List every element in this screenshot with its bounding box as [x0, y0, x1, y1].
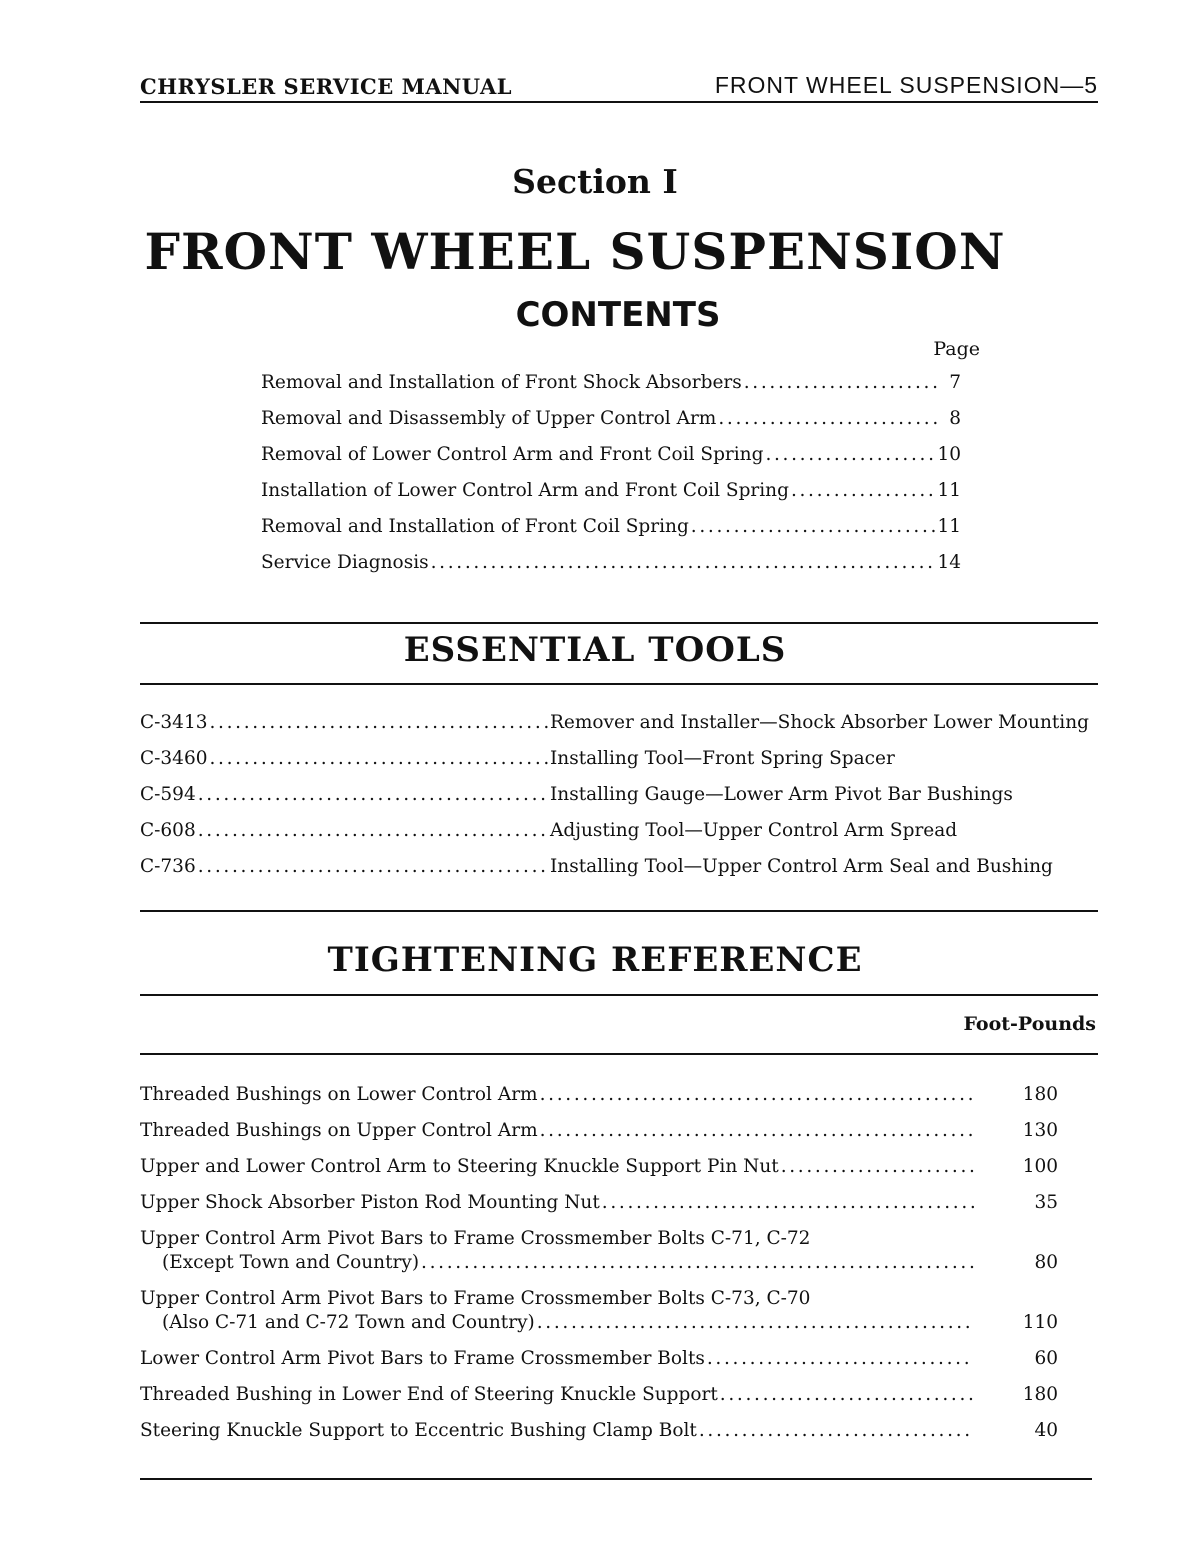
running-header [140, 72, 1098, 103]
essential-tools-heading: ESSENTIAL TOOLS [403, 630, 787, 670]
contents-item [261, 408, 961, 444]
torque-value: 80 [1034, 1252, 1058, 1273]
dot-leader [707, 1348, 974, 1369]
dot-leader [198, 784, 548, 805]
tool-number: C-3413 [140, 712, 208, 733]
divider-rule [140, 994, 1098, 996]
torque-item [140, 1420, 1060, 1456]
page-title: FRONT WHEEL SUSPENSION [144, 222, 1006, 281]
torque-item [140, 1120, 1060, 1156]
torque-value: 180 [1022, 1384, 1058, 1405]
dot-leader [744, 372, 937, 393]
dot-leader [602, 1192, 974, 1213]
torque-item-text: Upper and Lower Control Arm to Steering Knuckle Support Pin Nut [140, 1156, 779, 1177]
torque-item [140, 1156, 1060, 1192]
torque-item [140, 1348, 1060, 1384]
torque-value: 100 [1022, 1156, 1058, 1177]
contents-list [261, 372, 961, 588]
torque-value: 180 [1022, 1084, 1058, 1105]
contents-heading: CONTENTS [515, 295, 721, 335]
tool-description: Remover and Installer—Shock Absorber Lower Mounting [550, 712, 1089, 733]
torque-item-text: Upper Control Arm Pivot Bars to Frame Crossmember Bolts C-71, C-72 [140, 1228, 811, 1249]
dot-leader [765, 444, 935, 465]
torque-value: 60 [1034, 1348, 1058, 1369]
dot-leader [537, 1312, 974, 1333]
torque-item-text: Threaded Bushings on Upper Control Arm [140, 1120, 538, 1141]
dot-leader [431, 552, 936, 573]
dot-leader [198, 820, 548, 841]
contents-item-page: 11 [937, 516, 961, 537]
torque-item [140, 1192, 1060, 1228]
dot-leader [540, 1120, 974, 1141]
page-column-label: Page [933, 338, 980, 360]
contents-item-page: 7 [949, 372, 961, 393]
tools-list [140, 712, 1098, 892]
torque-value: 35 [1034, 1192, 1058, 1213]
tool-item [140, 748, 1098, 784]
tool-item [140, 820, 1098, 856]
torque-item [140, 1288, 1060, 1348]
tool-number: C-3460 [140, 748, 208, 769]
contents-item [261, 516, 961, 552]
torque-value: 110 [1022, 1312, 1058, 1333]
divider-rule [140, 1053, 1098, 1055]
contents-item-page: 8 [949, 408, 961, 429]
divider-rule [140, 910, 1098, 912]
contents-item [261, 372, 961, 408]
torque-value: 40 [1034, 1420, 1058, 1441]
divider-rule [140, 622, 1098, 624]
tool-description: Installing Tool—Upper Control Arm Seal and Bushing [550, 856, 1053, 877]
torque-item-subtext: (Also C-71 and C-72 Town and Country) [162, 1312, 535, 1333]
contents-item-text: Removal of Lower Control Arm and Front Coil Spring [261, 444, 764, 465]
torque-item [140, 1384, 1060, 1420]
torque-item [140, 1084, 1060, 1120]
tool-number: C-608 [140, 820, 196, 841]
dot-leader [540, 1084, 974, 1105]
divider-rule [140, 1478, 1092, 1480]
tool-number: C-594 [140, 784, 196, 805]
contents-item-text: Removal and Installation of Front Shock Absorbers [261, 372, 742, 393]
divider-rule [140, 683, 1098, 685]
unit-label: Foot-Pounds [963, 1013, 1096, 1035]
contents-item [261, 444, 961, 480]
tightening-list [140, 1084, 1060, 1456]
torque-item-text: Upper Control Arm Pivot Bars to Frame Crossmember Bolts C-73, C-70 [140, 1288, 811, 1309]
dot-leader [791, 480, 936, 501]
tool-item [140, 784, 1098, 820]
dot-leader [210, 748, 549, 769]
contents-item-text: Removal and Installation of Front Coil Spring [261, 516, 689, 537]
dot-leader [421, 1252, 974, 1273]
torque-item-subtext: (Except Town and Country) [162, 1252, 420, 1273]
contents-item-text: Removal and Disassembly of Upper Control Arm [261, 408, 717, 429]
torque-item-text: Steering Knuckle Support to Eccentric Bushing Clamp Bolt [140, 1420, 697, 1441]
dot-leader [718, 408, 937, 429]
manual-title: CHRYSLER SERVICE MANUAL [140, 74, 513, 99]
section-page-label: FRONT WHEEL SUSPENSION—5 [714, 72, 1098, 98]
torque-item [140, 1228, 1060, 1288]
tool-description: Installing Tool—Front Spring Spacer [550, 748, 895, 769]
dot-leader [720, 1384, 974, 1405]
contents-item-page: 11 [937, 480, 961, 501]
contents-item [261, 552, 961, 588]
torque-value: 130 [1022, 1120, 1058, 1141]
torque-item-text: Threaded Bushings on Lower Control Arm [140, 1084, 538, 1105]
dot-leader [691, 516, 936, 537]
contents-item-text: Installation of Lower Control Arm and Front Coil Spring [261, 480, 789, 501]
tool-description: Installing Gauge—Lower Arm Pivot Bar Bushings [550, 784, 1013, 805]
tool-number: C-736 [140, 856, 196, 877]
contents-item [261, 480, 961, 516]
dot-leader [781, 1156, 974, 1177]
tool-item [140, 856, 1098, 892]
torque-item-text: Lower Control Arm Pivot Bars to Frame Crossmember Bolts [140, 1348, 705, 1369]
contents-item-page: 10 [937, 444, 961, 465]
dot-leader [699, 1420, 974, 1441]
tool-item [140, 712, 1098, 748]
dot-leader [198, 856, 548, 877]
section-label: Section I [512, 162, 678, 201]
contents-item-page: 14 [937, 552, 961, 573]
dot-leader [210, 712, 549, 733]
contents-item-text: Service Diagnosis [261, 552, 429, 573]
tightening-reference-heading: TIGHTENING REFERENCE [327, 940, 863, 980]
torque-item-text: Upper Shock Absorber Piston Rod Mounting Nut [140, 1192, 600, 1213]
torque-item-text: Threaded Bushing in Lower End of Steering Knuckle Support [140, 1384, 718, 1405]
tool-description: Adjusting Tool—Upper Control Arm Spread [550, 820, 958, 841]
